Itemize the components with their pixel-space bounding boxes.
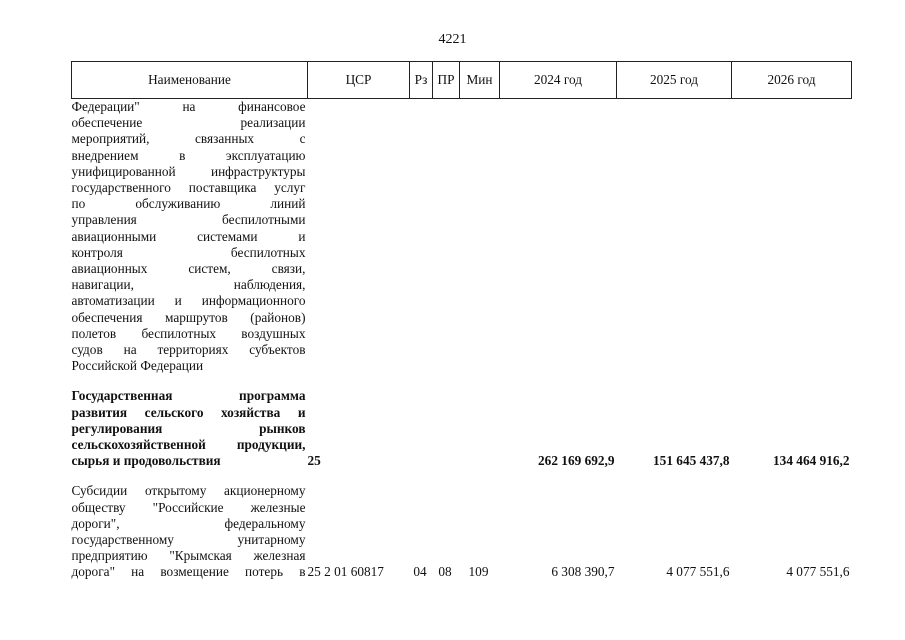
row-name-line: судов на территориях субъектов [71, 342, 306, 358]
row-name-line: авиационными системами и [71, 228, 306, 244]
row-name-line: навигации, наблюдения, [71, 277, 306, 293]
row-spacer [72, 374, 852, 388]
row-2024: 6 308 390,7 [551, 564, 615, 580]
row-name-line: сырья и продовольствия [71, 453, 221, 469]
row-name-line: Государственная программа [71, 388, 306, 404]
header-csr: ЦСР [308, 62, 410, 99]
row-2024 [500, 99, 617, 375]
row-name-line: унифицированной инфраструктуры [71, 163, 306, 179]
header-name: Наименование [72, 62, 308, 99]
row-2026 [732, 99, 852, 375]
row-csr: 25 [307, 453, 321, 469]
row-name-line: регулирования рынков [71, 420, 306, 436]
header-2025: 2025 год [617, 62, 732, 99]
row-name [72, 99, 308, 375]
row-name-line: обеспечения маршрутов (районов) [71, 309, 306, 325]
row-name-line: государственному унитарному [71, 532, 306, 548]
row-name [72, 388, 308, 469]
row-rz [410, 99, 433, 375]
row-2025: 151 645 437,8 [653, 453, 730, 469]
row-name-line: дорога" на возмещение потерь в [71, 564, 306, 580]
row-name-line: Субсидии открытому акционерному [71, 483, 306, 499]
row-name-line: обеспечение реализации [71, 115, 306, 131]
row-min [460, 99, 500, 375]
header-2026: 2026 год [732, 62, 852, 99]
row-min: 109 [468, 564, 489, 580]
header-pr: ПР [433, 62, 460, 99]
row-name-line: государственного поставщика услуг [71, 180, 306, 196]
row-2026: 134 464 916,2 [773, 453, 850, 469]
budget-table [71, 61, 852, 581]
row-name-line: по обслуживанию линий [71, 196, 306, 212]
row-csr [308, 99, 410, 375]
row-name [72, 483, 308, 580]
row-pr: 08 [438, 564, 452, 580]
row-name-line: обществу "Российские железные [71, 499, 306, 515]
row-name-line: автоматизации и информационного [71, 293, 306, 309]
row-name-line: внедрением в эксплуатацию [71, 147, 306, 163]
row-2024: 262 169 692,9 [538, 453, 615, 469]
row-name-line: развития сельского хозяйства и [71, 404, 306, 420]
row-name-line: контроля беспилотных [71, 244, 306, 260]
row-spacer [72, 469, 852, 483]
row-name-line: мероприятий, связанных с [71, 131, 306, 147]
row-name-line: предприятию "Крымская железная [71, 548, 306, 564]
row-name-line: Федерации" на финансовое [71, 99, 306, 114]
row-name-line: дороги", федеральному [71, 515, 306, 531]
row-name-line: Российской Федерации [71, 358, 204, 374]
row-rz [410, 388, 433, 469]
row-2025 [617, 99, 732, 375]
table-row [72, 388, 852, 469]
header-min: Мин [460, 62, 500, 99]
row-name-line: полетов беспилотных воздушных [71, 325, 306, 341]
row-pr [433, 99, 460, 375]
header-2024: 2024 год [500, 62, 617, 99]
table-row [72, 483, 852, 580]
row-2025: 4 077 551,6 [666, 564, 730, 580]
table-row [72, 99, 852, 375]
page-number: 4221 [438, 32, 467, 47]
table-header-row [72, 62, 852, 99]
row-name-line: авиационных систем, связи, [71, 261, 306, 277]
row-pr [433, 388, 460, 469]
row-name-line: управления беспилотными [71, 212, 306, 228]
row-rz: 04 [413, 564, 427, 580]
row-name-line: сельскохозяйственной продукции, [71, 437, 306, 453]
row-csr: 25 2 01 60817 [307, 564, 384, 580]
row-2026: 4 077 551,6 [786, 564, 850, 580]
row-min [460, 388, 500, 469]
header-rz: Рз [410, 62, 433, 99]
